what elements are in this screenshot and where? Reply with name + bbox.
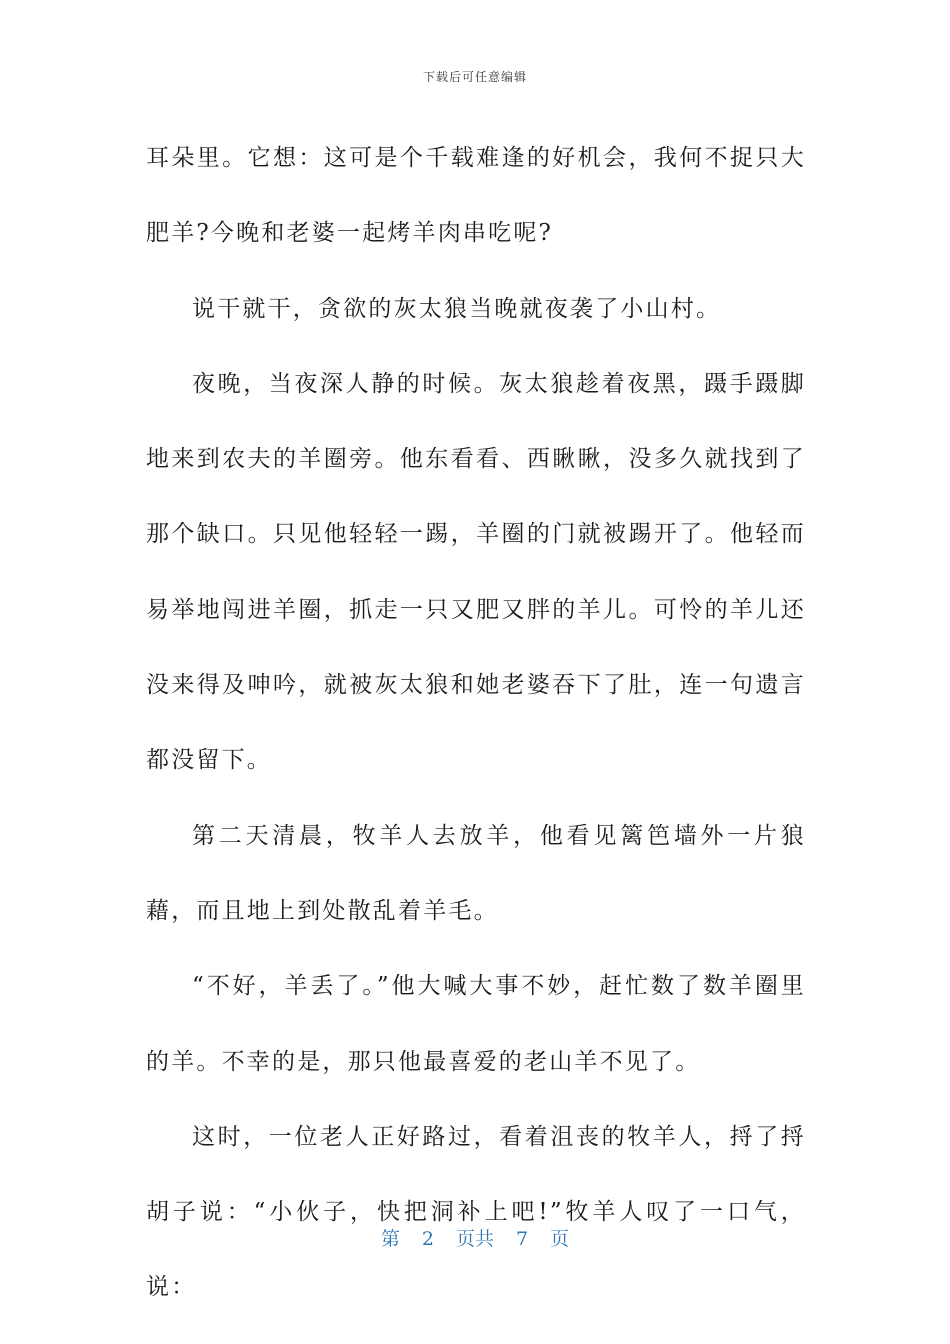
paragraph-5: “不好，羊丢了。”他大喊大事不妙，赶忙数了数羊圈里的羊。不幸的是，那只他最喜爱的老山羊不见了。 <box>146 973 806 1075</box>
footer-total-pages: 7 <box>516 1228 529 1250</box>
footer-page-number: 2 <box>421 1228 434 1250</box>
paragraph-4: 第二天清晨，牧羊人去放羊，他看见篱笆墙外一片狼藉，而且地上到处散乱着羊毛。 <box>146 822 806 924</box>
paragraph-3: 夜晚，当夜深人静的时候。灰太狼趁着夜黑，蹑手蹑脚地来到农夫的羊圈旁。他东看看、西瞅瞅，没多久就找到了那个缺口。只见他轻轻一踢，羊圈的门就被踢开了。他轻而易举地闯进羊圈，抓走一只又肥又胖的羊儿。可怜的羊儿还没来得及呻吟，就被灰太狼和她老婆吞下了肚，连一句遗言都没留下。 <box>146 370 806 774</box>
paragraph-2: 说干就干，贪欲的灰太狼当晚就夜袭了小山村。 <box>192 295 722 322</box>
body-text <box>146 121 806 1326</box>
paragraph-1: 耳朵里。它想：这可是个千载难逢的好机会，我何不捉只大肥羊?今晚和老婆一起烤羊肉串吃呢? <box>146 145 806 247</box>
page-footer <box>0 1224 950 1251</box>
footer-suffix: 页 <box>550 1228 570 1250</box>
paragraph-6: 这时，一位老人正好路过，看着沮丧的牧羊人，捋了捋胡子说：“小伙子，快把洞补上吧!”牧羊人叹了一口气，说： <box>146 1123 806 1301</box>
footer-middle: 页共 <box>455 1228 494 1250</box>
footer-prefix: 第 <box>380 1228 400 1250</box>
page-header: 下载后可任意编辑 <box>422 70 527 84</box>
